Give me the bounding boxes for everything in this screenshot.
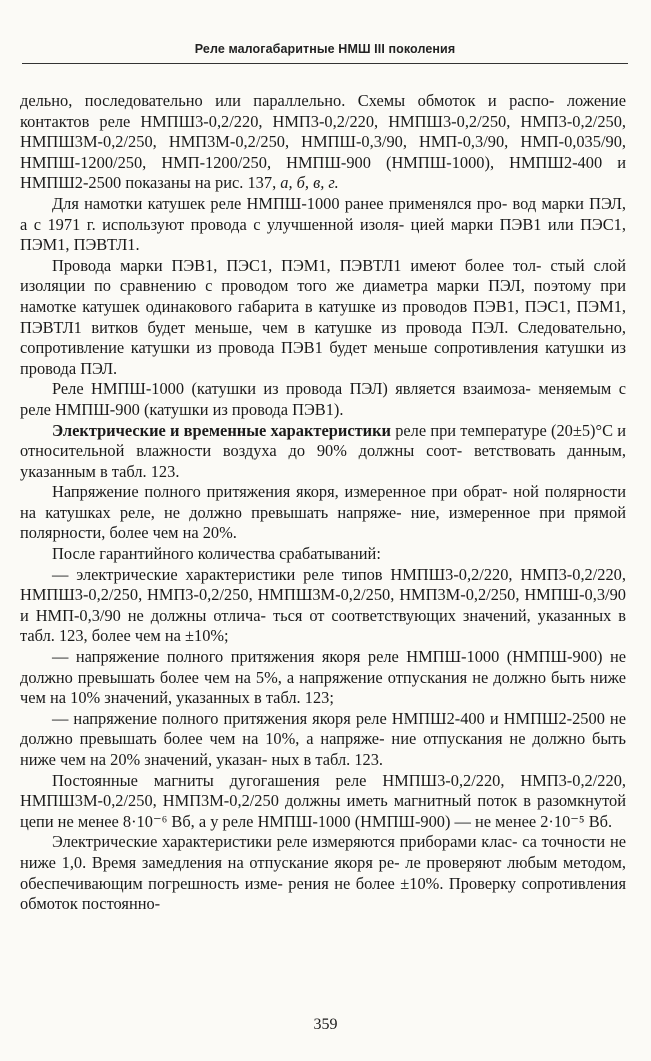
bold-lead-in: Электрические и временные характеристики (52, 420, 391, 440)
figure-parts-reference: а, б, в, г. (280, 173, 339, 193)
list-item-nmpsh1000: — напряжение полного притяжения якоря реле НМПШ-1000 (НМПШ-900) не должно превышать более чем на 5%, а напряжение отпускания не должно быть ниже чем на 10% значений, указанных в табл. 123; (20, 647, 626, 708)
page-number: 359 (313, 1016, 338, 1033)
paragraph-characteristics: Электрические и временные характеристики реле при температуре (20±5)°С и относительной влажности воздуха до 90% должны соот- ветствовать данным, указанным в табл. 123. (20, 420, 626, 481)
paragraph-after-warranty: После гарантийного количества срабатываний: (52, 544, 381, 564)
paragraph-winding-schemes: дельно, последовательно или параллельно. Схемы обмоток и распо- ложение контактов реле НМПШ3-0,2/220, НМП3-0,2/220, НМПШ3-0,2/250, НМП3-0,2/250, НМПШ3М-0,2/250, НМП3М-0,2/250, НМПШ-0,3/90, НМП-0,3/90, НМП-0,035/90, НМПШ-1200/250, НМП-1200/250, НМПШ-900 (НМПШ-1000), НМПШ2-400 и НМПШ2-2500 показаны на рис. 137, а, б, в, г. (20, 91, 626, 193)
list-item-electrical: — электрические характеристики реле типов НМПШ3-0,2/220, НМП3-0,2/220, НМПШ3-0,2/250, НМП3-0,2/250, НМПШ3М-0,2/250, НМП3М-0,2/250, НМПШ-0,3/90 и НМП-0,3/90 не должны отлича- ться от соответствующих значений, указанных в табл. 123, более чем на ±10%; (20, 564, 626, 646)
body-text (20, 91, 626, 915)
header-rule (22, 63, 628, 64)
paragraph-polarity: Напряжение полного притяжения якоря, измеренное при обрат- ной полярности на катушках реле, не должно превышать напряже- ние, измеренное при прямой полярности, более чем на 20%. (20, 482, 626, 543)
paragraph-insulation: Провода марки ПЭВ1, ПЭС1, ПЭМ1, ПЭВТЛ1 имеют более тол- стый слой изоляции по сравнению с проводом того же диаметра марки ПЭЛ, поэтому при намотке катушек одинакового габарита в катушке из проводов ПЭВ1, ПЭС1, ПЭМ1, ПЭВТЛ1 витков будет меньше, чем в катушке из провода ПЭЛ. Следовательно, сопротивление катушки из провода ПЭВ1 будет меньше сопротивления катушки из провода ПЭЛ. (20, 255, 626, 378)
running-header: Реле малогабаритные НМШ III поколения (194, 42, 456, 56)
paragraph-magnets: Постоянные магниты дугогашения реле НМПШ3-0,2/220, НМП3-0,2/220, НМПШ3М-0,2/250, НМП3М-0,2/250 должны иметь магнитный поток в разомкнутой цепи не менее 8·10⁻⁶ Вб, а у реле НМПШ-1000 (НМПШ-900) — не менее 2·10⁻⁵ Вб. (20, 770, 626, 831)
list-item-nmpsh2: — напряжение полного притяжения якоря реле НМПШ2-400 и НМПШ2-2500 не должно превышать более чем на 10%, а напряже- ние отпускания не должно быть ниже чем на 20% значений, указан- ных в табл. 123. (20, 708, 626, 769)
paragraph-coil-wire: Для намотки катушек реле НМПШ-1000 ранее применялся про- вод марки ПЭЛ, а с 1971 г. используют провода с улучшенной изоля- цией марки ПЭВ1 или ПЭС1, ПЭМ1, ПЭВТЛ1. (20, 193, 626, 255)
paragraph-measurement: Электрические характеристики реле измеряются приборами клас- са точности не ниже 1,0. Время замедления на отпускание якоря ре- ле проверяют любым методом, обеспечивающим погрешность изме- рения не более ±10%. Проверку сопротивления обмоток постоянно- (20, 832, 626, 914)
paragraph-interchangeable: Реле НМПШ-1000 (катушки из провода ПЭЛ) является взаимоза- меняемым с реле НМПШ-900 (катушки из провода ПЭВ1). (20, 379, 626, 419)
